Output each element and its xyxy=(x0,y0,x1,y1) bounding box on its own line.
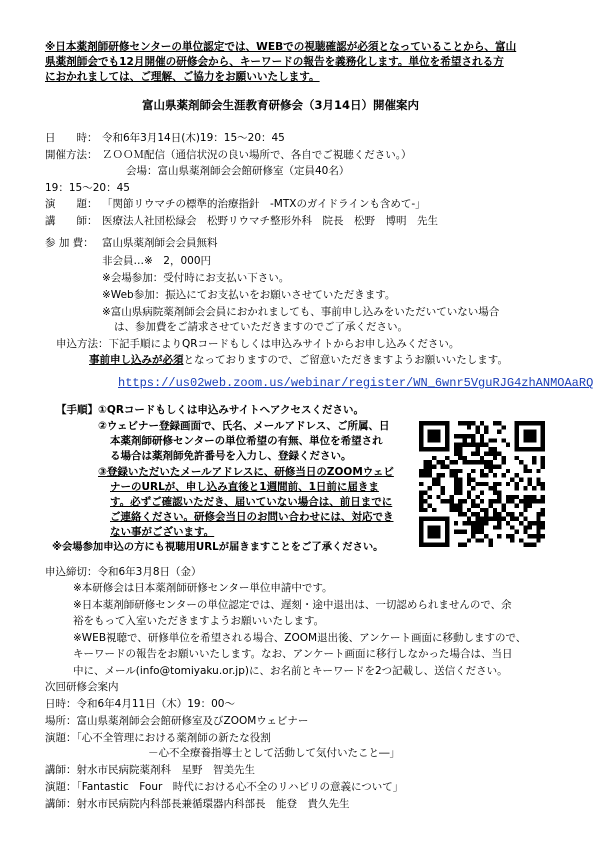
lecture-label: 演 題： xyxy=(45,198,98,210)
deadline: 申込締切：令和6年3月8日（金） xyxy=(45,566,202,578)
notice-line-2: 県薬剤師会でも12月開催の研修会から、キーワードの報告を義務化します。単位を希望される方 xyxy=(45,56,504,68)
apply-required: 事前申し込みが必須 xyxy=(89,354,184,366)
datetime-value: 令和6年3月14日(木)19：15～20：45 xyxy=(102,132,285,144)
procedure-step-2c: る場合は薬剤師免許番号を入力し、登録ください。 xyxy=(110,450,352,462)
fee-note-2: ※Web参加：振込にてお支払いをお願いさせていただきます。 xyxy=(102,289,396,301)
time-line: 19：15～20：45 xyxy=(45,182,130,194)
procedure-step-3d: ご連絡ください。研修会当日のお問い合わせには、対応でき xyxy=(110,511,394,523)
next-place: 場所：富山県薬剤師会会館研修室及びZOOMウェビナー xyxy=(45,715,309,727)
procedure-step-3c: す。必ずご確認いただき、届いていない場合は、前日までに xyxy=(110,496,393,508)
next-lecture-2: 演題：「Fantastic Four 時代における心不全のリハビリの意義について」 xyxy=(45,781,404,793)
procedure-label: 【手順】 xyxy=(56,404,98,416)
procedure-step-3b: ナーのURLが、申し込み直後と1週間前、1日前に届きま xyxy=(110,481,379,493)
lecturer-label: 講 師： xyxy=(45,215,98,227)
notice-line-3: におかれましては、ご理解、ご協力をお願いいたします。 xyxy=(45,71,320,83)
method-value: ＺＯＯＭ配信（通信状況の良い場所で、各自でご視聴ください。） xyxy=(102,149,412,161)
next-datetime: 日時：令和6年4月11日（木）19：00～ xyxy=(45,698,235,710)
next-lecture-1b: －心不全療養指導士として活動して気付いたこと―」 xyxy=(148,747,400,759)
method-label: 開催方法： xyxy=(45,149,98,161)
lecture-value: 「関節リウマチの標準的治療指針 -MTXのガイドラインも含めて-」 xyxy=(102,198,426,210)
apply-line-1: 申込方法：下記手順によりQRコードもしくは申込みサイトからお申し込みください。 xyxy=(56,338,460,350)
fee-note-3b: は、参加費をご請求させていただきますのでご了承ください。 xyxy=(114,321,408,333)
fee-note-3a: ※富山県病院薬剤師会会員におかれましても、事前申し込みをいただいていない場合 xyxy=(102,306,500,318)
note-3a: ※WEB視聴で、研修単位を希望される場合、ZOOM退出後、アンケート画面に移動しますので、 xyxy=(73,632,527,644)
procedure-step-3e: ない事がございます。 xyxy=(110,526,215,538)
next-heading: 次回研修会案内 xyxy=(45,681,119,693)
method-venue: 会場：富山県薬剤師会会館研修室（定員40名） xyxy=(126,165,350,177)
apply-line-2-rest: となっておりますので、ご留意いただきますようお願いいたします。 xyxy=(183,354,508,366)
page-title: 富山県薬剤師会生涯教育研修会（3月14日）開催案内 xyxy=(142,98,420,112)
qr-code-graphic xyxy=(419,421,545,547)
datetime-label: 日 時： xyxy=(45,132,98,144)
next-lecture-1a: 演題：「心不全管理における薬剤師の新たな役割 xyxy=(45,732,271,744)
notice-line-1: ※日本薬剤師研修センターの単位認定では、WEBでの視聴確認が必須となっていることから、富山 xyxy=(45,41,517,53)
next-lecturer-2: 講師：射水市民病院内科部長兼循環器内科部長 能登 貴久先生 xyxy=(45,798,350,810)
qr-code-icon[interactable] xyxy=(419,421,545,547)
note-2a: ※日本薬剤師研修センターの単位認定では、遅刻・途中退出は、一切認められませんので、余 xyxy=(73,599,512,611)
procedure-step-2a: ②ウェビナー登録画面で、氏名、メールアドレス、ご所属、日 xyxy=(98,420,390,432)
note-2b: 裕をもって入室いただきますようお願いいたします。 xyxy=(73,615,325,627)
fee-note-1: ※会場参加：受付時にお支払い下さい。 xyxy=(102,272,290,284)
fee-nonmember: 非会員…※ 2，000円 xyxy=(102,255,212,267)
fee-label: 参 加 費： xyxy=(45,237,94,249)
next-lecturer-1: 講師：射水市民病院薬剤科 星野 智美先生 xyxy=(45,764,255,776)
note-1: ※本研修会は日本薬剤師研修センター単位申請中です。 xyxy=(73,582,333,594)
lecturer-value: 医療法人社団松緑会 松野リウマチ整形外科 院長 松野 博明 先生 xyxy=(102,215,438,227)
procedure-venue-note: ※会場参加申込の方にも視聴用URLが届きますことをご了承ください。 xyxy=(52,541,384,553)
note-3c: 中に、メール(info@tomiyaku.or.jp)に、お名前とキーワードを2つ記載し、送信ください。 xyxy=(73,665,508,677)
registration-link[interactable]: https://us02web.zoom.us/webinar/register/WN_6wnr5VguRJG4zhANMOAaRQ xyxy=(118,376,594,390)
apply-line-2 xyxy=(89,353,508,367)
procedure-step-1: ①QRコードもしくは申込みサイトへアクセスください。 xyxy=(98,404,365,416)
note-3b: キーワードの報告をお願いいたします。なお、アンケート画面に移行しなかった場合は、当日 xyxy=(73,648,513,660)
procedure-step-2b: 本薬剤師研修センターの単位希望の有無、単位を希望され xyxy=(110,435,383,447)
procedure-step-3a: ③登録いただいたメールアドレスに、研修当日のZOOMウェビ xyxy=(98,466,394,478)
fee-value: 富山県薬剤師会会員無料 xyxy=(102,237,218,249)
